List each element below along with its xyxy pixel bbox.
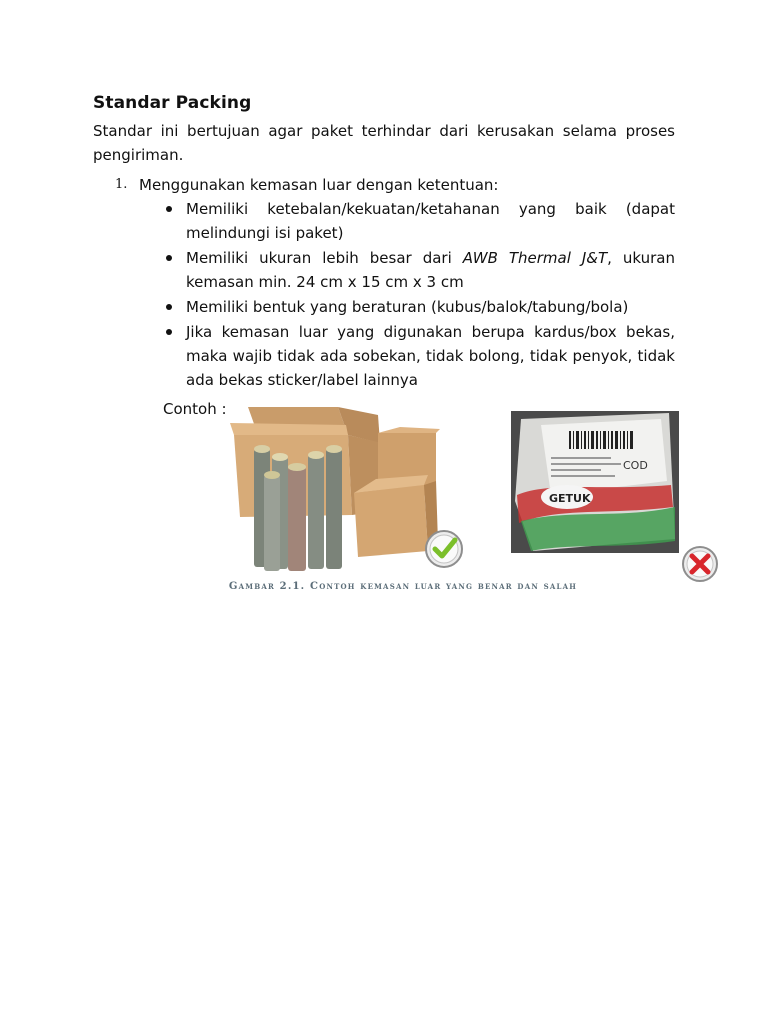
list-item-text: Menggunakan kemasan luar dengan ketentuan: — [139, 176, 499, 194]
bullet-item-used-box: Jika kemasan luar yang digunakan berupa kardus/box bekas, maka wajib tidak ada sobekan, tidak bolong, tidak penyok, tidak ada bekas sticker/label lainnya — [186, 320, 675, 392]
section-heading: Standar Packing — [93, 93, 252, 113]
bag-brand-label: GETUK — [549, 492, 591, 505]
cross-icon — [681, 545, 719, 583]
bullet-item-size — [186, 246, 675, 294]
bag-cod-label: COD — [623, 459, 648, 472]
bullet-size-post: , ukuran kemasan min. 24 cm x 15 cm x 3 cm — [186, 249, 675, 291]
list-number: 1. — [115, 177, 128, 192]
intro-paragraph: Standar ini bertujuan agar paket terhindar dari kerusakan selama proses pengiriman. — [93, 122, 675, 164]
check-icon — [424, 529, 464, 569]
wrong-packaging-image — [511, 411, 679, 553]
bullet-size-awb: AWB Thermal J&T — [462, 249, 608, 267]
figure-caption: Gambar 2.1. Contoh kemasan luar yang benar dan salah — [228, 581, 578, 592]
example-label: Contoh : — [163, 400, 227, 418]
correct-packaging-image — [228, 405, 440, 573]
bullet-item-thickness: Memiliki ketebalan/kekuatan/ketahanan yang baik (dapat melindungi isi paket) — [186, 197, 675, 245]
bullet-item-shape: Memiliki bentuk yang beraturan (kubus/balok/tabung/bola) — [186, 295, 675, 319]
bullet-list — [186, 197, 675, 393]
bullet-size-pre: Memiliki ukuran lebih besar dari — [186, 249, 463, 267]
